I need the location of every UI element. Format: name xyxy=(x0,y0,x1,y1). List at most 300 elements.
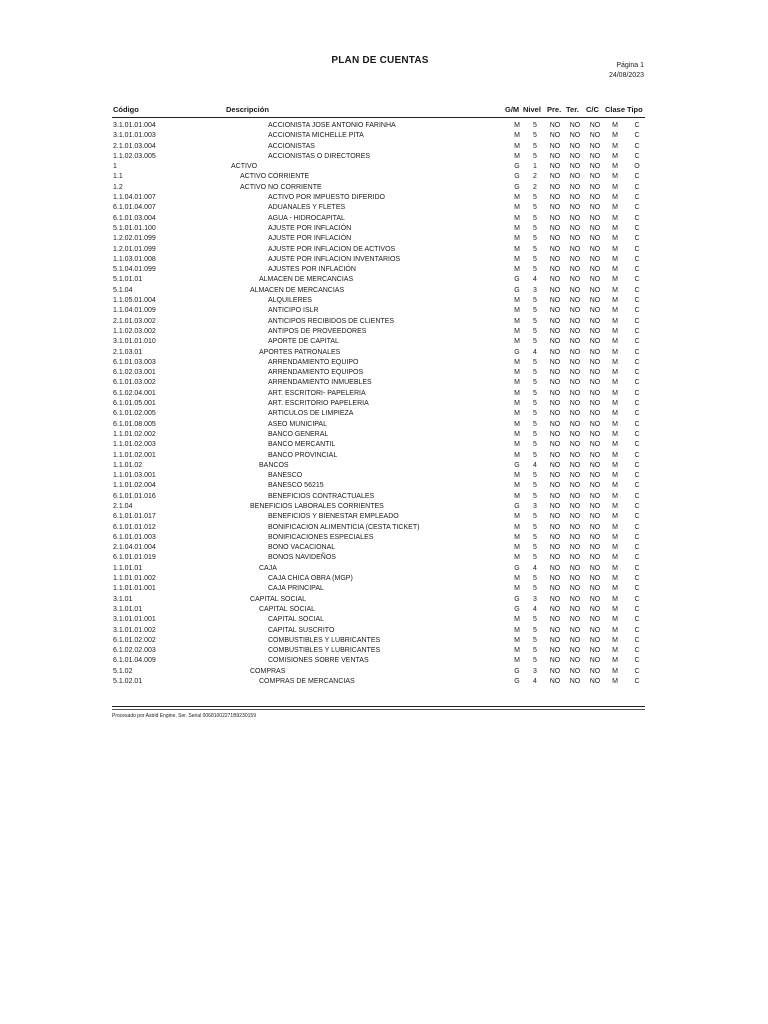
cell-code: 2.1.03.01 xyxy=(113,348,143,356)
col-ter: Ter. xyxy=(566,105,579,114)
cell-ter: NO xyxy=(569,173,581,181)
cell-clase: M xyxy=(612,317,618,325)
cell-pre: NO xyxy=(549,245,561,253)
cell-code: 1 xyxy=(113,163,117,171)
cell-clase: M xyxy=(612,194,618,202)
cell-cc: NO xyxy=(589,379,601,387)
cell-nivel: 3 xyxy=(533,667,537,675)
cell-gm: M xyxy=(514,358,520,366)
table-row xyxy=(0,440,768,450)
cell-pre: NO xyxy=(549,276,561,284)
cell-clase: M xyxy=(612,297,618,305)
cell-pre: NO xyxy=(549,441,561,449)
cell-ter: NO xyxy=(569,389,581,397)
cell-clase: M xyxy=(612,554,618,562)
cell-description: ASEO MUNICIPAL xyxy=(268,420,327,428)
cell-nivel: 5 xyxy=(533,533,537,541)
cell-ter: NO xyxy=(569,461,581,469)
cell-nivel: 2 xyxy=(533,173,537,181)
cell-clase: M xyxy=(612,492,618,500)
cell-ter: NO xyxy=(569,492,581,500)
cell-ter: NO xyxy=(569,605,581,613)
cell-clase: M xyxy=(612,307,618,315)
cell-description: COMISIONES SOBRE VENTAS xyxy=(268,657,369,665)
cell-gm: M xyxy=(514,224,520,232)
cell-tipo: C xyxy=(634,595,640,603)
cell-description: AJUSTE POR INFLACION INVENTARIOS xyxy=(268,255,401,263)
cell-description: BONO VACACIONAL xyxy=(268,544,336,552)
cell-tipo: C xyxy=(634,616,640,624)
cell-tipo: C xyxy=(634,183,640,191)
cell-ter: NO xyxy=(569,338,581,346)
cell-clase: M xyxy=(612,451,618,459)
cell-cc: NO xyxy=(589,286,601,294)
cell-code: 6.1.01.02.002 xyxy=(113,636,156,644)
cell-description: AJUSTE POR INFLACION DE ACTIVOS xyxy=(268,245,396,253)
cell-clase: M xyxy=(612,224,618,232)
cell-code: 1.1 xyxy=(113,173,123,181)
cell-cc: NO xyxy=(589,173,601,181)
cell-cc: NO xyxy=(589,647,601,655)
cell-gm: M xyxy=(514,482,520,490)
cell-description: ACCIONISTAS O DIRECTORES xyxy=(268,152,371,160)
cell-cc: NO xyxy=(589,204,601,212)
cell-nivel: 3 xyxy=(533,286,537,294)
report-meta xyxy=(609,61,644,81)
cell-clase: M xyxy=(612,523,618,531)
table-row xyxy=(0,172,768,182)
cell-gm: M xyxy=(514,575,520,583)
cell-cc: NO xyxy=(589,533,601,541)
cell-code: 3.1.01.01.003 xyxy=(113,132,156,140)
cell-description: ARTICULOS DE LIMPIEZA xyxy=(268,410,354,418)
cell-pre: NO xyxy=(549,554,561,562)
cell-description: ACCIONISTAS xyxy=(268,142,315,150)
cell-pre: NO xyxy=(549,585,561,593)
cell-nivel: 5 xyxy=(533,317,537,325)
cell-tipo: C xyxy=(634,502,640,510)
cell-pre: NO xyxy=(549,667,561,675)
cell-code: 3.1.01.01 xyxy=(113,605,143,613)
cell-cc: NO xyxy=(589,163,601,171)
cell-description: CAJA CHICA OBRA (MGP) xyxy=(268,575,353,583)
table-row xyxy=(0,636,768,646)
cell-tipo: C xyxy=(634,204,640,212)
cell-code: 5.1.02 xyxy=(113,667,133,675)
cell-code: 6.1.01.01.017 xyxy=(113,513,156,521)
cell-pre: NO xyxy=(549,348,561,356)
cell-gm: M xyxy=(514,194,520,202)
cell-code: 2.1.04 xyxy=(113,502,133,510)
cell-gm: M xyxy=(514,585,520,593)
cell-description: COMBUSTIBLES Y LUBRICANTES xyxy=(268,636,381,644)
table-row xyxy=(0,533,768,543)
cell-clase: M xyxy=(612,379,618,387)
cell-ter: NO xyxy=(569,204,581,212)
table-row xyxy=(0,615,768,625)
cell-gm: G xyxy=(514,286,520,294)
cell-description: AJUSTES POR INFLACIÓN xyxy=(268,266,356,274)
cell-code: 2.1.04.01.004 xyxy=(113,544,156,552)
cell-cc: NO xyxy=(589,492,601,500)
cell-pre: NO xyxy=(549,564,561,572)
table-row xyxy=(0,595,768,605)
cell-tipo: C xyxy=(634,358,640,366)
cell-code: 1.1.05.01.004 xyxy=(113,297,156,305)
cell-description: BENEFICIOS LABORALES CORRIENTES xyxy=(250,502,384,510)
cell-code: 3.1.01.01.010 xyxy=(113,338,156,346)
table-row xyxy=(0,667,768,677)
cell-clase: M xyxy=(612,636,618,644)
cell-pre: NO xyxy=(549,657,561,665)
cell-description: BENEFICIOS Y BIENESTAR EMPLEADO xyxy=(268,513,399,521)
cell-description: ANTICIPOS RECIBIDOS DE CLIENTES xyxy=(268,317,395,325)
cell-gm: G xyxy=(514,605,520,613)
cell-clase: M xyxy=(612,410,618,418)
cell-clase: M xyxy=(612,420,618,428)
cell-pre: NO xyxy=(549,430,561,438)
cell-gm: M xyxy=(514,544,520,552)
cell-ter: NO xyxy=(569,317,581,325)
cell-cc: NO xyxy=(589,472,601,480)
cell-clase: M xyxy=(612,327,618,335)
cell-pre: NO xyxy=(549,647,561,655)
table-row xyxy=(0,430,768,440)
cell-nivel: 5 xyxy=(533,523,537,531)
table-row xyxy=(0,481,768,491)
report-date: 24/08/2023 xyxy=(608,72,644,79)
cell-gm: M xyxy=(514,430,520,438)
cell-code: 3.1.01.01.001 xyxy=(113,616,156,624)
cell-tipo: C xyxy=(634,194,640,202)
cell-code: 1.1.01.01.002 xyxy=(113,575,156,583)
report-title: PLAN DE CUENTAS xyxy=(331,55,429,66)
cell-gm: M xyxy=(514,204,520,212)
cell-tipo: C xyxy=(634,132,640,140)
cell-nivel: 5 xyxy=(533,255,537,263)
cell-tipo: C xyxy=(634,235,640,243)
cell-clase: M xyxy=(612,472,618,480)
cell-nivel: 5 xyxy=(533,152,537,160)
cell-ter: NO xyxy=(569,575,581,583)
cell-clase: M xyxy=(612,461,618,469)
cell-code: 3.1.01.01.004 xyxy=(113,122,156,129)
cell-tipo: C xyxy=(634,647,640,655)
col-gm: G/M xyxy=(505,105,520,114)
cell-cc: NO xyxy=(589,183,601,191)
cell-clase: M xyxy=(612,163,618,171)
cell-code: 2.1.01.03.004 xyxy=(113,142,156,150)
cell-tipo: C xyxy=(634,307,640,315)
cell-gm: M xyxy=(514,152,520,160)
cell-pre: NO xyxy=(549,327,561,335)
cell-cc: NO xyxy=(589,307,601,315)
cell-cc: NO xyxy=(589,142,601,150)
table-row xyxy=(0,152,768,162)
cell-gm: M xyxy=(514,214,520,222)
cell-nivel: 5 xyxy=(533,224,537,232)
cell-description: BENEFICIOS CONTRACTUALES xyxy=(268,492,375,500)
cell-ter: NO xyxy=(569,183,581,191)
cell-cc: NO xyxy=(589,482,601,490)
cell-description: ACTIVO POR IMPUESTO DIFERIDO xyxy=(268,194,385,202)
cell-cc: NO xyxy=(589,616,601,624)
cell-gm: G xyxy=(514,667,520,675)
cell-nivel: 4 xyxy=(533,348,537,356)
cell-cc: NO xyxy=(589,245,601,253)
cell-ter: NO xyxy=(569,523,581,531)
cell-description: AGUA - HIDROCAPITAL xyxy=(268,214,345,222)
cell-clase: M xyxy=(612,358,618,366)
cell-code: 6.1.02.02.003 xyxy=(113,647,156,655)
cell-ter: NO xyxy=(569,276,581,284)
cell-tipo: C xyxy=(634,585,640,593)
cell-pre: NO xyxy=(549,575,561,583)
cell-nivel: 5 xyxy=(533,616,537,624)
cell-pre: NO xyxy=(549,451,561,459)
cell-ter: NO xyxy=(569,307,581,315)
col-pre: Pre. xyxy=(547,105,562,114)
cell-ter: NO xyxy=(569,647,581,655)
cell-nivel: 5 xyxy=(533,379,537,387)
cell-cc: NO xyxy=(589,369,601,377)
cell-code: 1.1.03.01.008 xyxy=(113,255,156,263)
cell-description: CAJA PRINCIPAL xyxy=(268,585,324,593)
cell-tipo: C xyxy=(634,441,640,449)
cell-cc: NO xyxy=(589,327,601,335)
table-row xyxy=(0,306,768,316)
table-row xyxy=(0,564,768,574)
cell-description: ALMACEN DE MERCANCIAS xyxy=(250,286,345,294)
cell-tipo: C xyxy=(634,400,640,408)
cell-gm: G xyxy=(514,163,520,171)
cell-description: CAPITAL SOCIAL xyxy=(268,616,325,624)
table-row xyxy=(0,471,768,481)
cell-nivel: 5 xyxy=(533,132,537,140)
table-row xyxy=(0,131,768,141)
cell-clase: M xyxy=(612,338,618,346)
cell-gm: M xyxy=(514,492,520,500)
cell-description: ACTIVO NO CORRIENTE xyxy=(240,183,322,191)
cell-ter: NO xyxy=(569,482,581,490)
cell-cc: NO xyxy=(589,152,601,160)
cell-gm: M xyxy=(514,626,520,634)
cell-pre: NO xyxy=(549,297,561,305)
cell-pre: NO xyxy=(549,132,561,140)
cell-tipo: C xyxy=(634,297,640,305)
cell-clase: M xyxy=(612,482,618,490)
cell-clase: M xyxy=(612,142,618,150)
cell-nivel: 5 xyxy=(533,657,537,665)
cell-clase: M xyxy=(612,369,618,377)
cell-ter: NO xyxy=(569,533,581,541)
cell-clase: M xyxy=(612,585,618,593)
cell-ter: NO xyxy=(569,430,581,438)
cell-ter: NO xyxy=(569,132,581,140)
footer-divider-2 xyxy=(112,709,645,710)
cell-nivel: 5 xyxy=(533,482,537,490)
cell-ter: NO xyxy=(569,245,581,253)
cell-description: APORTE DE CAPITAL xyxy=(268,338,339,346)
cell-ter: NO xyxy=(569,152,581,160)
cell-tipo: C xyxy=(634,389,640,397)
cell-description: BANCO PROVINCIAL xyxy=(268,451,338,459)
cell-code: 1.1.01.02.003 xyxy=(113,441,156,449)
cell-pre: NO xyxy=(549,142,561,150)
cell-description: AJUSTE POR INFLACIÓN xyxy=(268,224,352,232)
cell-description: BANCO GENERAL xyxy=(268,430,329,438)
cell-pre: NO xyxy=(549,523,561,531)
cell-clase: M xyxy=(612,255,618,263)
cell-pre: NO xyxy=(549,533,561,541)
cell-clase: M xyxy=(612,152,618,160)
cell-nivel: 5 xyxy=(533,389,537,397)
cell-clase: M xyxy=(612,348,618,356)
cell-description: COMPRAS DE MERCANCIAS xyxy=(259,678,355,686)
cell-cc: NO xyxy=(589,554,601,562)
cell-gm: M xyxy=(514,533,520,541)
table-row xyxy=(0,245,768,255)
cell-clase: M xyxy=(612,513,618,521)
cell-nivel: 5 xyxy=(533,327,537,335)
cell-description: BANESCO 56215 xyxy=(268,482,324,490)
cell-gm: M xyxy=(514,451,520,459)
cell-pre: NO xyxy=(549,379,561,387)
cell-nivel: 5 xyxy=(533,472,537,480)
cell-pre: NO xyxy=(549,173,561,181)
table-row xyxy=(0,203,768,213)
cell-code: 6.1.01.04.007 xyxy=(113,204,156,212)
cell-description: BANCOS xyxy=(259,461,289,469)
cell-pre: NO xyxy=(549,163,561,171)
cell-cc: NO xyxy=(589,224,601,232)
cell-code: 6.1.01.03.004 xyxy=(113,214,156,222)
cell-pre: NO xyxy=(549,482,561,490)
cell-tipo: C xyxy=(634,605,640,613)
cell-clase: M xyxy=(612,245,618,253)
cell-code: 6.1.02.04.001 xyxy=(113,389,156,397)
cell-description: ALMACEN DE MERCANCIAS xyxy=(259,276,354,284)
cell-gm: G xyxy=(514,183,520,191)
cell-description: BONIFICACION ALIMENTICIA (CESTA TICKET) xyxy=(268,523,420,531)
cell-ter: NO xyxy=(569,678,581,686)
table-row xyxy=(0,214,768,224)
cell-cc: NO xyxy=(589,235,601,243)
cell-cc: NO xyxy=(589,585,601,593)
cell-tipo: C xyxy=(634,472,640,480)
cell-gm: G xyxy=(514,173,520,181)
cell-tipo: C xyxy=(634,245,640,253)
page-number: Página 1 xyxy=(616,62,644,69)
cell-code: 6.1.01.01.003 xyxy=(113,533,156,541)
cell-code: 1.1.02.03.005 xyxy=(113,152,156,160)
cell-description: ACTIVO xyxy=(231,163,258,171)
cell-code: 1.1.01.02.001 xyxy=(113,451,156,459)
cell-description: CAPITAL SOCIAL xyxy=(250,595,307,603)
cell-gm: M xyxy=(514,472,520,480)
cell-tipo: C xyxy=(634,348,640,356)
col-tipo: Tipo xyxy=(627,105,643,114)
cell-code: 1.1.01.03.001 xyxy=(113,472,156,480)
cell-description: ALQUILERES xyxy=(268,297,312,305)
cell-code: 1.1.01.01 xyxy=(113,564,143,572)
cell-tipo: C xyxy=(634,214,640,222)
cell-clase: M xyxy=(612,183,618,191)
cell-gm: M xyxy=(514,441,520,449)
cell-nivel: 4 xyxy=(533,564,537,572)
cell-code: 5.1.04 xyxy=(113,286,133,294)
cell-pre: NO xyxy=(549,461,561,469)
cell-ter: NO xyxy=(569,297,581,305)
cell-pre: NO xyxy=(549,410,561,418)
table-row xyxy=(0,574,768,584)
cell-gm: G xyxy=(514,595,520,603)
cell-gm: M xyxy=(514,636,520,644)
table-row xyxy=(0,492,768,502)
cell-ter: NO xyxy=(569,379,581,387)
cell-gm: M xyxy=(514,647,520,655)
cell-tipo: C xyxy=(634,327,640,335)
cell-clase: M xyxy=(612,122,618,129)
cell-ter: NO xyxy=(569,266,581,274)
cell-cc: NO xyxy=(589,605,601,613)
table-row xyxy=(0,626,768,636)
cell-clase: M xyxy=(612,276,618,284)
cell-cc: NO xyxy=(589,636,601,644)
cell-tipo: C xyxy=(634,461,640,469)
cell-ter: NO xyxy=(569,636,581,644)
cell-tipo: C xyxy=(634,152,640,160)
cell-nivel: 5 xyxy=(533,194,537,202)
cell-code: 1.1.04.01.007 xyxy=(113,194,156,202)
table-row xyxy=(0,296,768,306)
table-row xyxy=(0,389,768,399)
cell-code: 6.1.02.03.001 xyxy=(113,369,156,377)
cell-pre: NO xyxy=(549,626,561,634)
cell-code: 1.1.02.03.002 xyxy=(113,327,156,335)
cell-pre: NO xyxy=(549,420,561,428)
cell-nivel: 5 xyxy=(533,235,537,243)
cell-cc: NO xyxy=(589,122,601,129)
cell-gm: M xyxy=(514,297,520,305)
cell-nivel: 5 xyxy=(533,636,537,644)
cell-nivel: 5 xyxy=(533,544,537,552)
cell-cc: NO xyxy=(589,194,601,202)
cell-nivel: 4 xyxy=(533,605,537,613)
cell-description: ARRENDAMIENTO INMUEBLES xyxy=(268,379,372,387)
table-row xyxy=(0,255,768,265)
cell-tipo: C xyxy=(634,430,640,438)
cell-tipo: C xyxy=(634,142,640,150)
cell-ter: NO xyxy=(569,554,581,562)
cell-clase: M xyxy=(612,616,618,624)
cell-tipo: C xyxy=(634,379,640,387)
cell-cc: NO xyxy=(589,348,601,356)
cell-code: 1.1.04.01.009 xyxy=(113,307,156,315)
cell-nivel: 3 xyxy=(533,502,537,510)
cell-ter: NO xyxy=(569,235,581,243)
cell-code: 1.2.01.01.099 xyxy=(113,245,156,253)
table-row xyxy=(0,193,768,203)
cell-ter: NO xyxy=(569,327,581,335)
cell-gm: M xyxy=(514,307,520,315)
cell-ter: NO xyxy=(569,286,581,294)
cell-code: 3.1.01 xyxy=(113,595,133,603)
cell-gm: M xyxy=(514,266,520,274)
cell-clase: M xyxy=(612,441,618,449)
cell-gm: M xyxy=(514,420,520,428)
cell-tipo: C xyxy=(634,255,640,263)
